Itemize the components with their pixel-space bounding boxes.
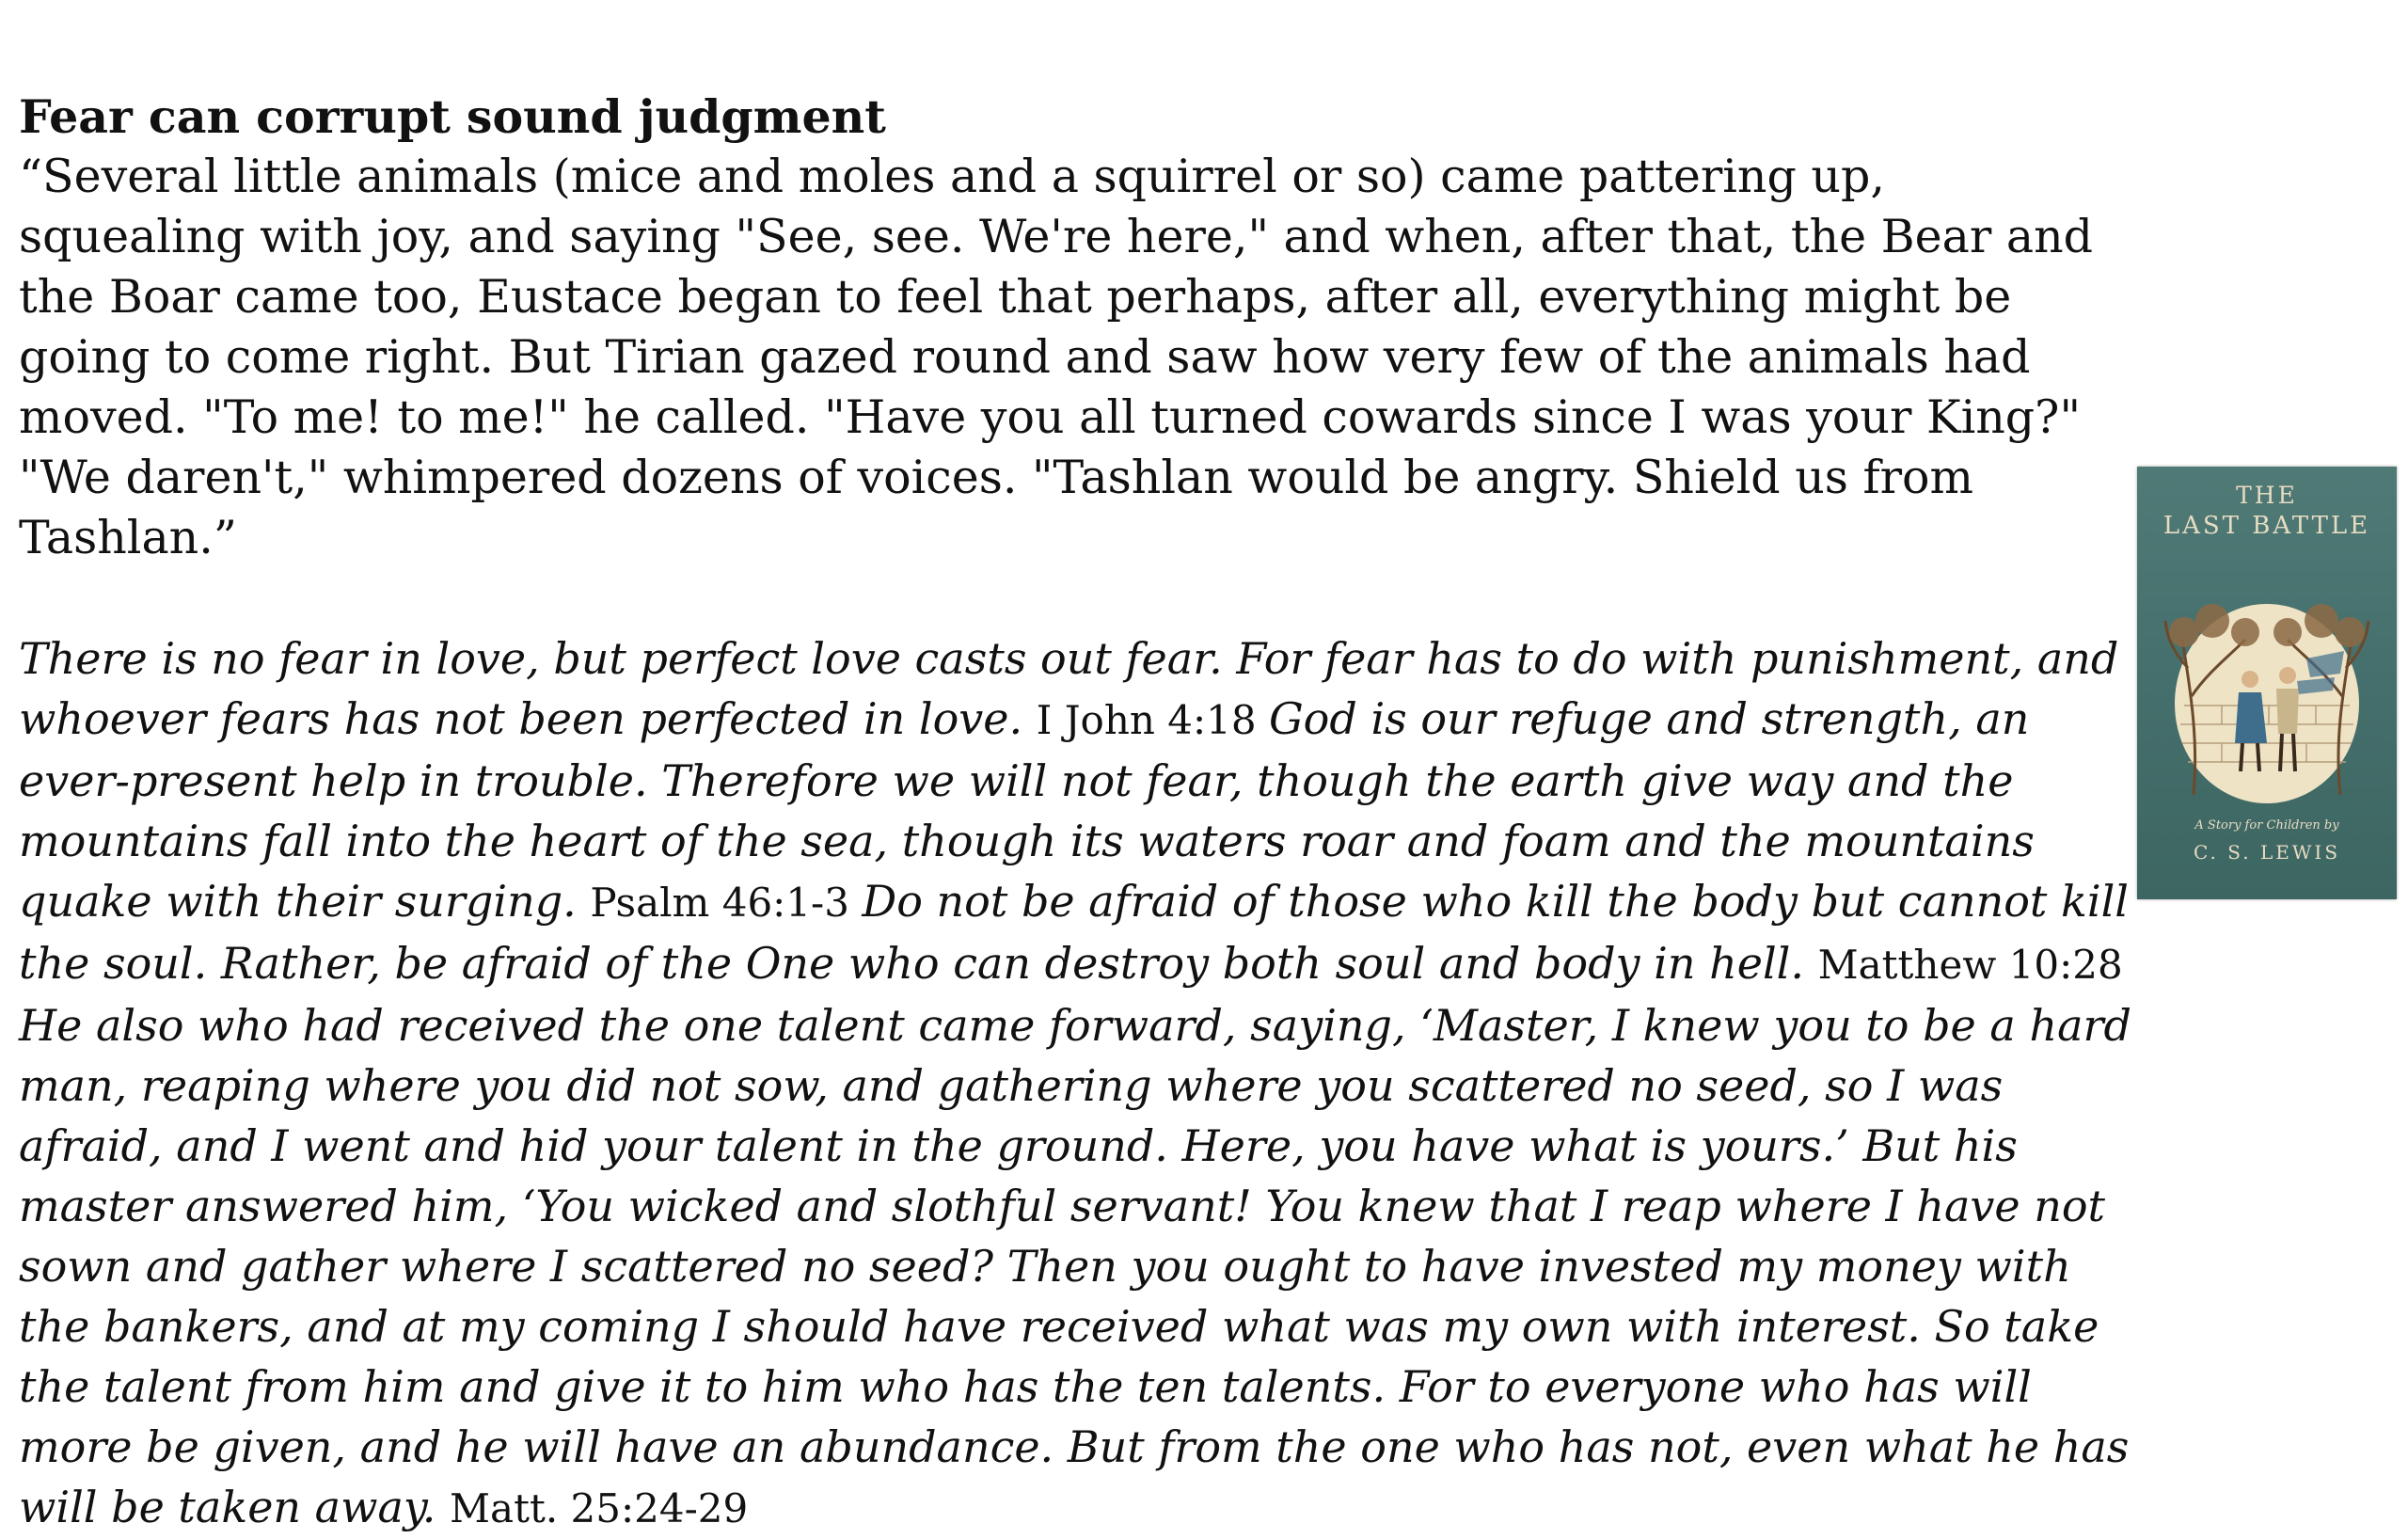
scripture-text: He also who had received the one talent came forward, saying, ‘Master, I knew you to be a hard man, reaping where you did not sow, and gathering where you scattered no seed, so I was afraid, and I went and hid your talent in the ground. Here, you have what is yours.’ But his master answered him, ‘You wicked and slothful servant! You knew that I reap where I have not sown and gather where I scattered no seed? Then you ought to have invested my money with the bankers, and at my coming I should have received what was my own with interest. So take the talent from him and give it to him who has the ten talents. For to everyone who has will more be given, and he will have an abundance. But from the one who has not, even what he has will be taken away. <box>19 1000 2131 1532</box>
book-cover-illustration <box>2156 583 2378 809</box>
scripture-reference: Psalm 46:1-3 <box>590 880 863 926</box>
slide-heading: Fear can corrupt sound judgment <box>19 89 886 144</box>
scripture-reference: Matt. 25:24-29 <box>450 1485 749 1531</box>
book-cover-image <box>2137 467 2397 899</box>
narnia-quote: “Several little animals (mice and moles and a squirrel or so) came pattering up, squealing with joy, and saying "See, see. We're here," and when, after that, the Bear and the Boar came too, Eustace began to feel that perhaps, after all, everything might be going to come right. But Tirian gazed round and saw how very few of the animals had moved. "To me! to me!" he called. "Have you all turned cowards since I was your King?" "We daren't," whimpered dozens of voices. "Tashlan would be angry. Shield us from Tashlan.” <box>19 150 2093 564</box>
text-block <box>19 87 2145 1539</box>
book-cover-title-line1: THE <box>2236 482 2298 509</box>
book-cover-author: C. S. LEWIS <box>2193 841 2341 864</box>
book-cover-subtitle: A Story for Children by <box>2194 818 2339 833</box>
scripture-text: God is our refuge and strength, an ever-present help in trouble. Therefore we will not fear, though the earth give way and the mountains fall into the heart of the sea, though its waters roar and foam and the mountains quake with their surging. <box>19 693 2035 927</box>
scripture-text: Do not be afraid of those who kill the body but cannot kill the soul. Rather, be afraid of the One who can destroy both soul and body in hell. <box>19 876 2130 989</box>
scripture-text: There is no fear in love, but perfect love casts out fear. For fear has to do with punishment, and whoever fears has not been perfected in love. <box>19 633 2119 744</box>
scripture-passages <box>19 628 2145 1539</box>
scripture-reference: I John 4:18 <box>1036 697 1269 743</box>
scripture-reference: Matthew 10:28 <box>1817 942 2123 988</box>
book-cover-title-line2: LAST BATTLE <box>2162 512 2371 540</box>
